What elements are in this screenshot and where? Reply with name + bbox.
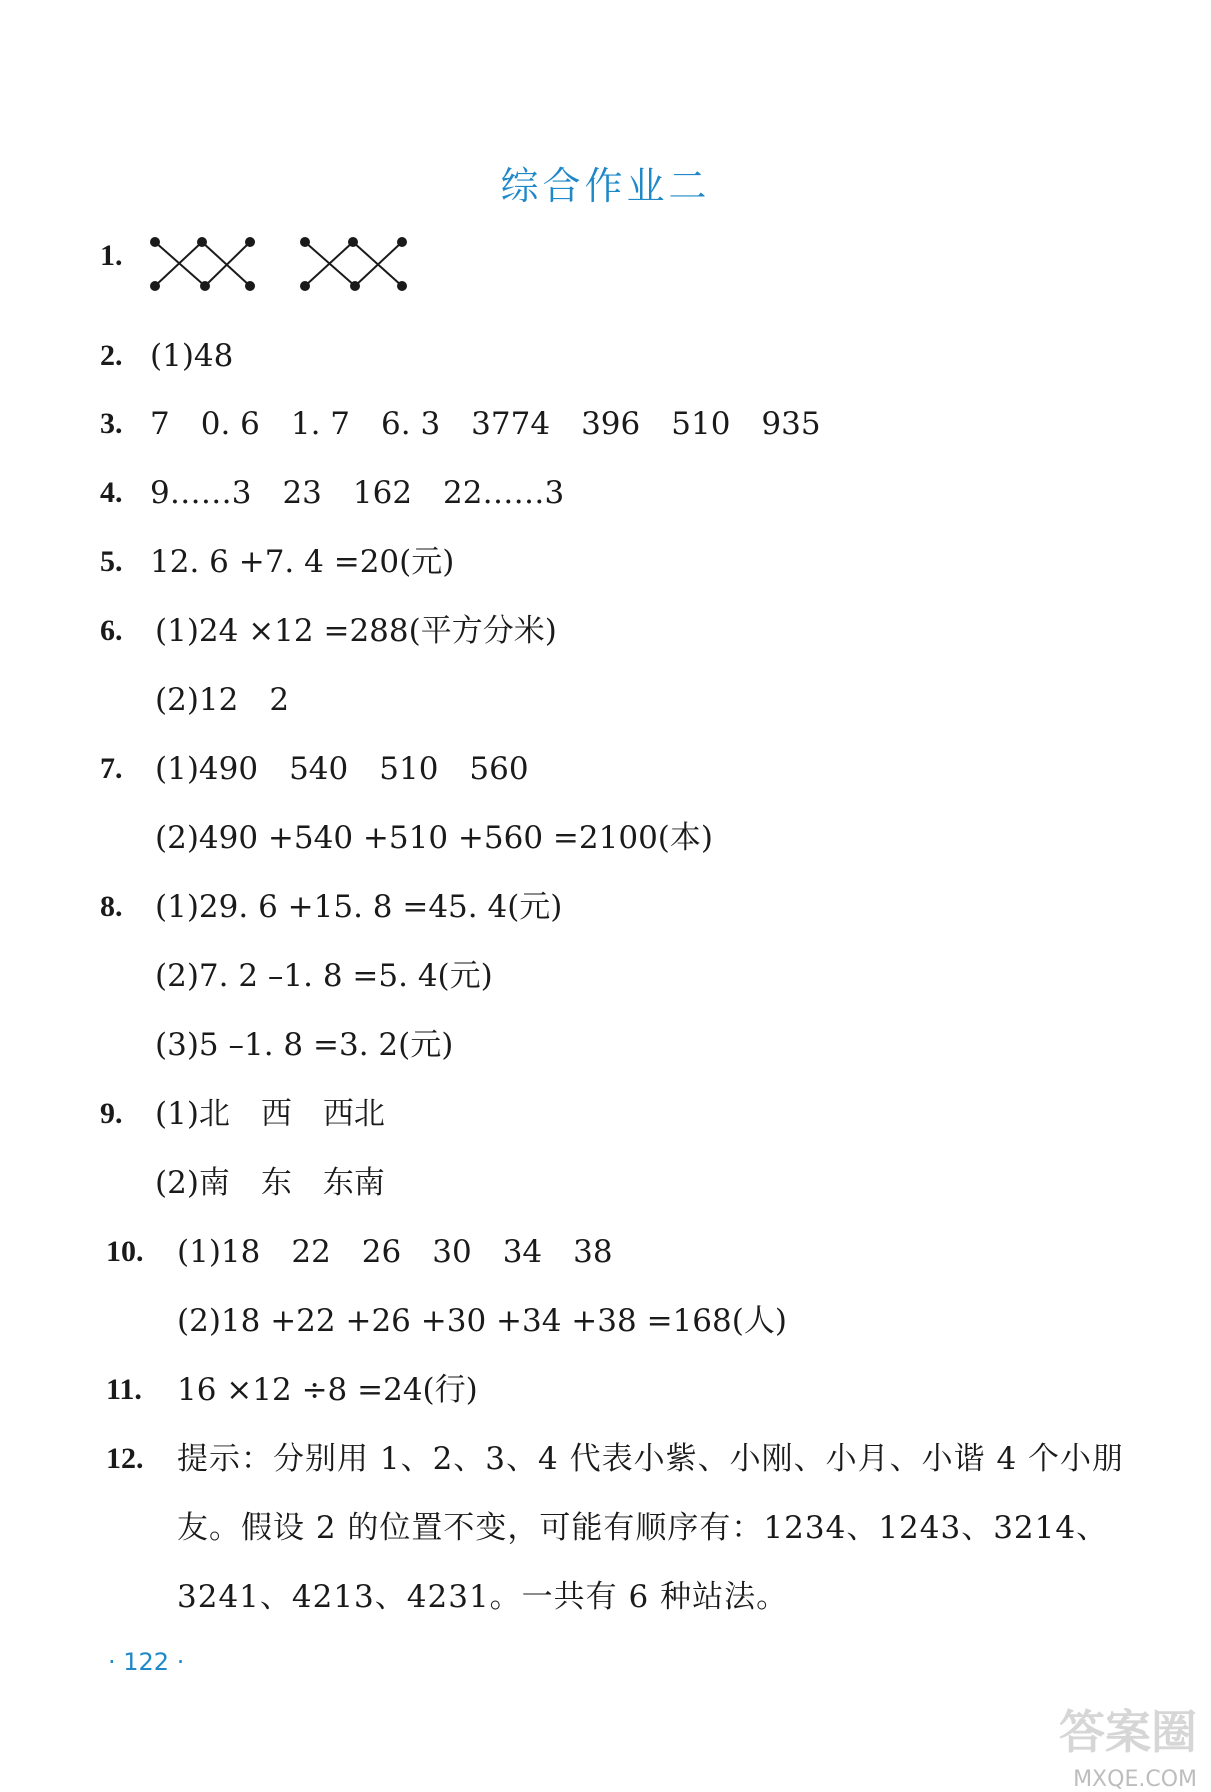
- question-number-12: 12.: [106, 1442, 144, 1475]
- page-title: 综合作业二: [500, 164, 711, 208]
- question-number-5: 5.: [100, 545, 123, 578]
- answer-12: [177, 1425, 1187, 1632]
- answer-10-1: (1)18 22 26 30 34 38: [177, 1234, 613, 1270]
- answer-10-2: (2)18 +22 +26 +30 +34 +38 =168(人): [177, 1303, 787, 1339]
- question-number-3: 3.: [100, 407, 123, 440]
- answer-9-2: (2)南 东 东南: [155, 1165, 385, 1201]
- question-number-10: 10.: [106, 1235, 144, 1268]
- answer-6-1: (1)24 ×12 =288(平方分米): [155, 613, 557, 649]
- answer-2: (1)48: [150, 338, 234, 374]
- answer-5: 12. 6 +7. 4 =20(元): [150, 544, 455, 580]
- watermark-logo: 答案圈: [1059, 1705, 1197, 1759]
- answer-12-line-3: 3241、4213、4231。一共有 6 种站法。: [177, 1579, 789, 1615]
- answer-9-1: (1)北 西 西北: [155, 1096, 385, 1132]
- question-number-6: 6.: [100, 614, 123, 647]
- question-number-7: 7.: [100, 752, 123, 785]
- question-number-9: 9.: [100, 1097, 123, 1130]
- question-number-11: 11.: [106, 1373, 142, 1406]
- question-number-4: 4.: [100, 476, 123, 509]
- matching-lines-diagram: [150, 236, 410, 292]
- question-number-2: 2.: [100, 339, 123, 372]
- answer-7-2: (2)490 +540 +510 +560 =2100(本): [155, 820, 713, 856]
- question-number-8: 8.: [100, 890, 123, 923]
- answer-8-1: (1)29. 6 +15. 8 =45. 4(元): [155, 889, 563, 925]
- answer-12-line-1: 提示：分别用 1、2、3、4 代表小紫、小刚、小月、小谐 4 个小朋: [177, 1441, 1125, 1477]
- question-number-1: 1.: [100, 239, 123, 272]
- answer-8-3: (3)5 –1. 8 =3. 2(元): [155, 1027, 454, 1063]
- watermark-url: MXQE.COM: [1073, 1767, 1197, 1792]
- answer-7-1: (1)490 540 510 560: [155, 751, 529, 787]
- answer-8-2: (2)7. 2 –1. 8 =5. 4(元): [155, 958, 493, 994]
- answer-11: 16 ×12 ÷8 =24(行): [177, 1372, 478, 1408]
- answer-6-2: (2)12 2: [155, 682, 290, 718]
- answer-3: 7 0. 6 1. 7 6. 3 3774 396 510 935: [150, 406, 821, 442]
- answer-4: 9……3 23 162 22……3: [150, 475, 565, 511]
- answer-12-line-2: 友。假设 2 的位置不变，可能有顺序有：1234、1243、3214、: [177, 1510, 1109, 1546]
- page-number: · 122 ·: [108, 1648, 185, 1676]
